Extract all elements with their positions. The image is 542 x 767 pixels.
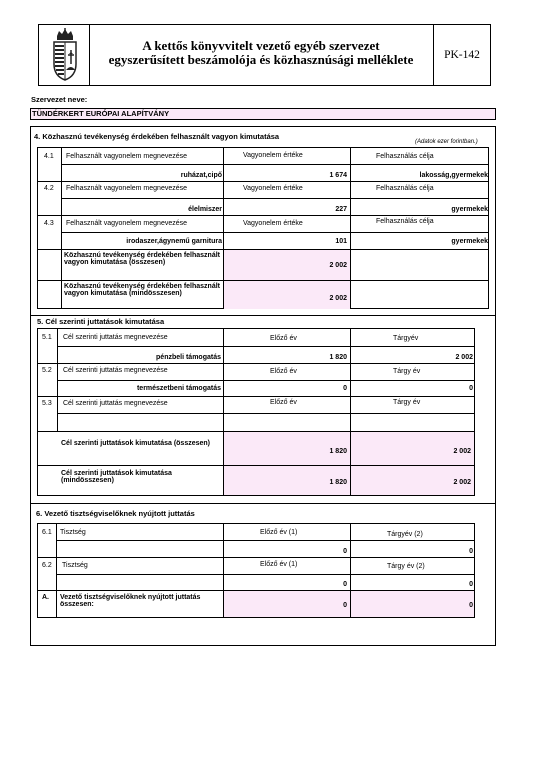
s6-row-num: 6.2: [42, 562, 52, 569]
s6-item-prev: 0: [343, 548, 347, 555]
s6-col-position-header: Tisztség: [62, 562, 88, 569]
s5-col-name-header: Cél szerinti juttatás megnevezése: [63, 367, 168, 374]
s6-item-curr: 0: [469, 548, 473, 555]
rule: [57, 346, 475, 347]
org-name-label: Szervezet neve:: [31, 95, 88, 104]
s6-row-num: 6.1: [42, 529, 52, 536]
s5-col-curr-header: Tárgyév: [393, 335, 419, 342]
org-name-value: TÜNDÉRKERT EURÓPAI ALAPÍTVÁNY: [32, 109, 170, 118]
s5-total2-prev: 1 820: [329, 479, 347, 486]
s6-item-curr: 0: [469, 581, 473, 588]
rule: [57, 328, 58, 431]
header-divider-left: [89, 24, 90, 86]
s4-col-purpose-header: Felhasználás célja: [376, 218, 434, 225]
s4-item-purpose: gyermekek: [451, 238, 488, 245]
s6-total-curr: 0: [469, 602, 473, 609]
s5-row-num: 5.1: [42, 334, 52, 341]
section5-title: 5. Cél szerinti juttatások kimutatása: [37, 317, 165, 326]
rule: [37, 396, 475, 397]
s4-item-name: irodaszer,ágynemű garnitura: [126, 238, 222, 245]
s5-row-num: 5.3: [42, 400, 52, 407]
s5-total1-prev: 1 820: [329, 448, 347, 455]
s4-item-name: ruházat,cipő: [180, 172, 222, 179]
hungarian-coat-of-arms-icon: [50, 28, 80, 82]
s6-col-prev-header: Előző év (1): [260, 561, 298, 568]
rule: [61, 232, 489, 233]
s5-col-prev-header: Előző év: [270, 399, 297, 406]
s4-col-purpose-header: Felhasználás célja: [376, 153, 434, 160]
s6-col-position-header: Tisztség: [60, 529, 86, 536]
s5-col-name-header: Cél szerinti juttatás megnevezése: [63, 334, 168, 341]
s5-col-curr-header: Tárgy év: [393, 399, 421, 406]
s5-item-name: természetbeni támogatás: [136, 385, 221, 392]
rule: [37, 181, 489, 182]
rule: [37, 363, 475, 364]
rule: [56, 540, 475, 541]
s6-total-prev: 0: [343, 602, 347, 609]
s5-col-prev-header: Előző év: [270, 368, 297, 375]
s4-total2-label: Közhasznú tevékenység érdekében felhasznált vagyon kimutatása (mindösszesen): [64, 283, 220, 297]
s4-col-name-header: Felhasznált vagyonelem megnevezése: [66, 220, 188, 227]
s4-col-value-header: Vagyonelem értéke: [243, 152, 303, 159]
s6-item-prev: 0: [343, 581, 347, 588]
s5-total1-curr: 2 002: [453, 448, 471, 455]
form-title-line1: A kettős könyvvitelt vezető egyéb szervezet: [142, 38, 380, 53]
s6-total-label: Vezető tisztségviselőknek nyújtott juttatás összesen:: [60, 594, 201, 608]
s6-col-curr-header: Tárgyév (2): [387, 531, 423, 538]
s5-row-num: 5.2: [42, 367, 52, 374]
s5-total2-curr: 2 002: [453, 479, 471, 486]
rule: [56, 574, 475, 575]
s4-row-num: 4.2: [44, 185, 54, 192]
s4-item-value: 227: [335, 206, 347, 213]
rule: [61, 164, 489, 165]
s4-item-purpose: lakosság,gyermekek: [419, 172, 488, 179]
s4-col-value-header: Vagyonelem értéke: [243, 220, 303, 227]
s6-col-curr-header: Tárgy év (2): [387, 563, 425, 570]
section4-note: (Adatok ezer forintban.): [415, 139, 478, 145]
form-code: PK-142: [444, 49, 480, 61]
rule: [61, 198, 489, 199]
s4-row-num: 4.1: [44, 153, 54, 160]
s4-item-value: 101: [335, 238, 347, 245]
s4-col-purpose-header: Felhasználás célja: [376, 185, 434, 192]
rule: [57, 380, 475, 381]
s4-col-name-header: Felhasznált vagyonelem megnevezése: [66, 153, 188, 160]
s4-col-value-header: Vagyonelem értéke: [243, 185, 303, 192]
s4-total1-value: 2 002: [329, 262, 347, 269]
s4-col-name-header: Felhasznált vagyonelem megnevezése: [66, 185, 188, 192]
s5-item-curr: 2 002: [455, 354, 473, 361]
form-title-line2: egyszerűsített beszámolója és közhasznúsági melléklete: [108, 52, 414, 67]
rule: [56, 523, 57, 618]
section4-title: 4. Közhasznú tevékenység érdekében felhasznált vagyon kimutatása: [34, 132, 280, 141]
s4-item-value: 1 674: [329, 172, 347, 179]
rule: [37, 557, 475, 558]
s5-col-prev-header: Előző év: [270, 335, 297, 342]
rule: [37, 215, 489, 216]
rule: [30, 315, 496, 316]
s5-total2-label: Cél szerinti juttatások kimutatása (mindösszesen): [61, 470, 172, 484]
rule: [30, 503, 496, 504]
s5-item-prev: 0: [343, 385, 347, 392]
s5-total1-label: Cél szerinti juttatások kimutatása (összesen): [61, 440, 210, 447]
s4-row-num: 4.3: [44, 220, 54, 227]
s4-total1-label: Közhasznú tevékenység érdekében felhasznált vagyon kimutatása (összesen): [64, 252, 220, 266]
rule: [57, 413, 475, 414]
section6-title: 6. Vezető tisztségviselőknek nyújtott juttatás: [36, 509, 195, 518]
s5-col-name-header: Cél szerinti juttatás megnevezése: [63, 400, 168, 407]
s4-item-purpose: gyermekek: [451, 206, 488, 213]
s5-item-name: pénzbeli támogatás: [156, 354, 221, 361]
s5-item-curr: 0: [469, 385, 473, 392]
s6-col-prev-header: Előző év (1): [260, 529, 298, 536]
s5-item-prev: 1 820: [329, 354, 347, 361]
s4-total2-value: 2 002: [329, 295, 347, 302]
s6-total-num: A.: [42, 594, 49, 601]
s4-item-name: élelmiszer: [188, 206, 222, 213]
s5-col-curr-header: Tárgy év: [393, 368, 421, 375]
